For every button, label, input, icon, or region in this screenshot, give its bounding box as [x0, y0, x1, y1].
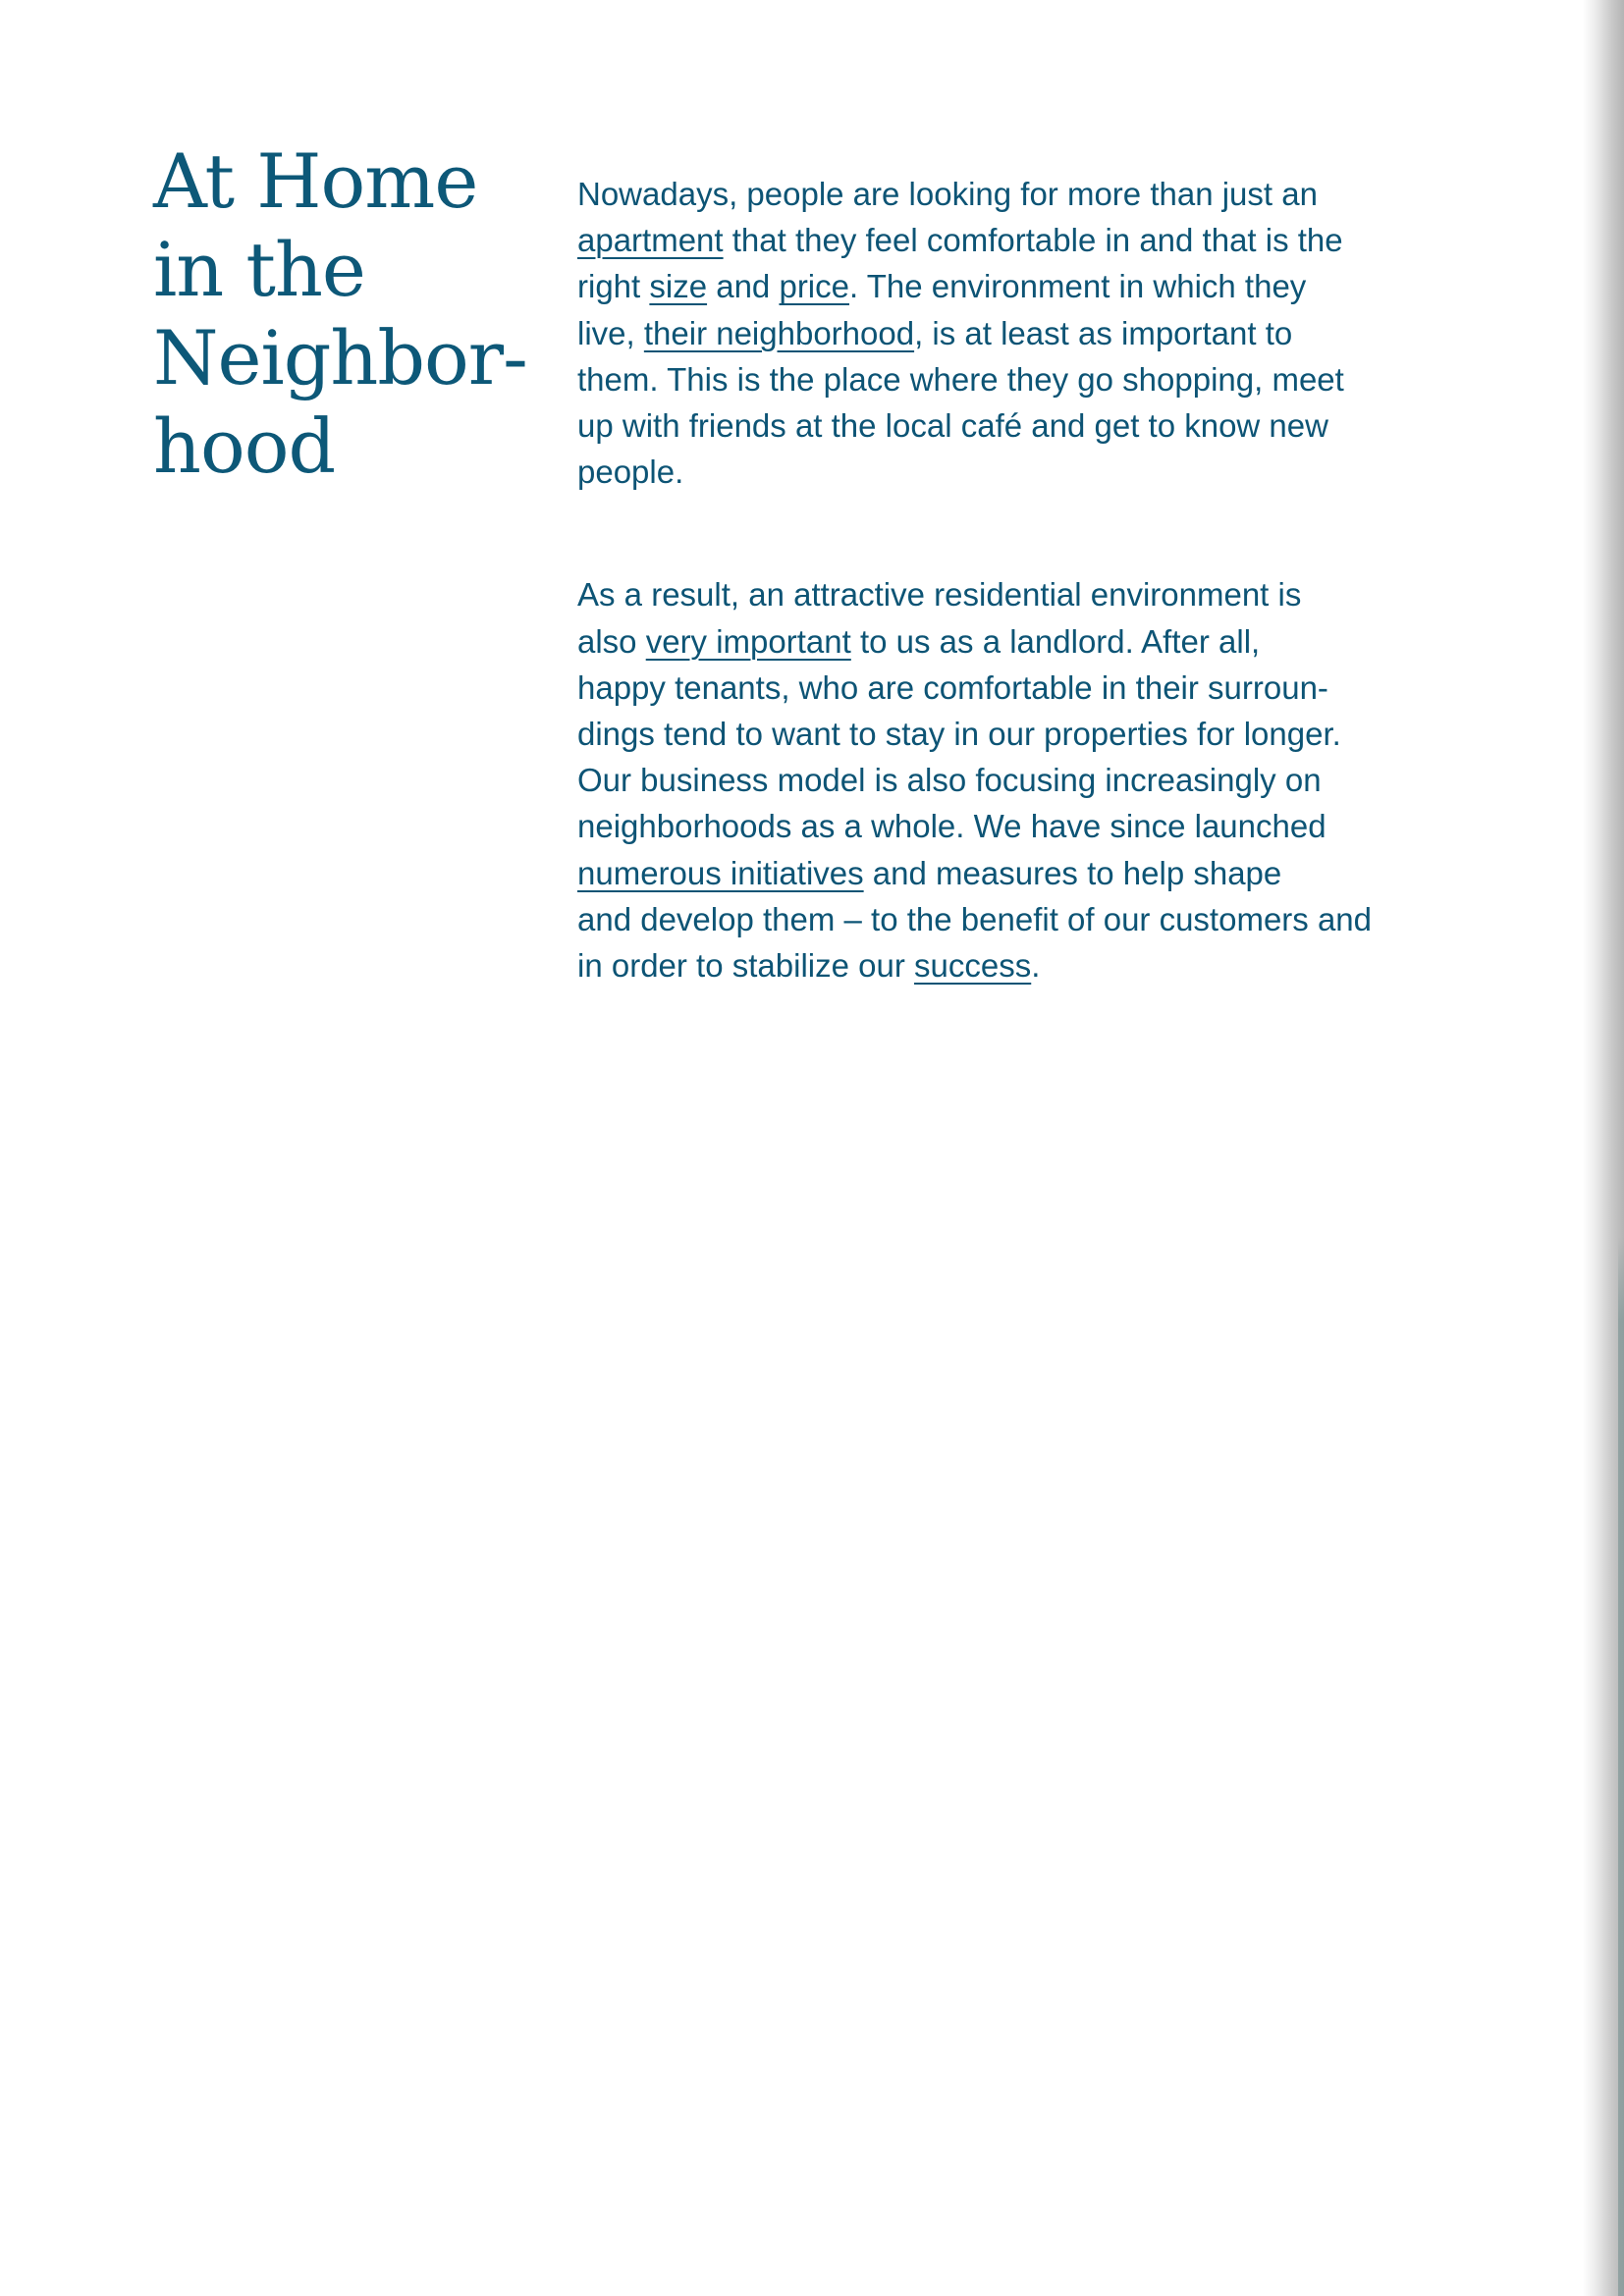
text-line: Our business model is also focusing increasingly on — [577, 762, 1322, 799]
link-numerous-initiatives[interactable]: numerous initiatives — [577, 854, 864, 891]
text-line — [577, 310, 1402, 356]
text-segment: . — [1031, 947, 1041, 985]
text-line: them. This is the place where they go shopping, meet — [577, 360, 1344, 398]
headline-line: in the — [153, 226, 365, 313]
text-line — [577, 263, 1402, 309]
text-line — [577, 217, 1402, 263]
link-success[interactable]: success — [914, 947, 1032, 985]
text-line — [577, 850, 1402, 896]
link-very-important[interactable]: very important — [645, 622, 851, 660]
text-line: dings tend to want to stay in our properties for longer. — [577, 716, 1341, 753]
intro-paragraph — [577, 171, 1402, 495]
text-segment: and — [707, 268, 780, 305]
text-segment: that they feel comfortable in and that is the — [723, 222, 1343, 259]
text-line: As a result, an attractive residential environment is — [577, 576, 1302, 614]
text-segment: , is at least as important to — [914, 314, 1293, 351]
text-segment: right — [577, 268, 650, 305]
link-their-neighborhood[interactable]: their neighborhood — [643, 314, 915, 351]
text-segment: in order to stabilize our — [577, 947, 915, 985]
text-line: Nowadays, people are looking for more than just an — [577, 176, 1318, 212]
text-segment: and measures to help shape — [863, 854, 1282, 891]
text-line — [577, 942, 1402, 988]
text-line — [577, 618, 1402, 665]
text-segment: live, — [577, 314, 644, 351]
headline-line: hood — [153, 402, 336, 490]
headline-line: Neighbor- — [153, 314, 527, 401]
text-line: happy tenants, who are comfortable in their surroun- — [577, 668, 1328, 706]
link-apartment[interactable]: apartment — [577, 222, 724, 259]
adjacent-page-edge — [1618, 1237, 1624, 2296]
text-segment: also — [577, 622, 646, 660]
text-line: people. — [577, 454, 684, 491]
text-segment: . The environment in which they — [849, 268, 1307, 305]
page-edge-shadow — [1583, 0, 1624, 2296]
text-line: neighborhoods as a whole. We have since launched — [577, 808, 1326, 845]
link-size[interactable]: size — [649, 268, 708, 305]
body-text — [577, 171, 1402, 988]
second-paragraph — [577, 571, 1402, 988]
text-line: up with friends at the local café and get to know new — [577, 407, 1328, 445]
text-line: and develop them – to the benefit of our customers and — [577, 900, 1373, 937]
link-price[interactable]: price — [779, 268, 849, 305]
text-segment: to us as a landlord. After all, — [850, 622, 1261, 660]
headline-line: At Home — [153, 137, 478, 225]
page-headline — [153, 137, 546, 491]
